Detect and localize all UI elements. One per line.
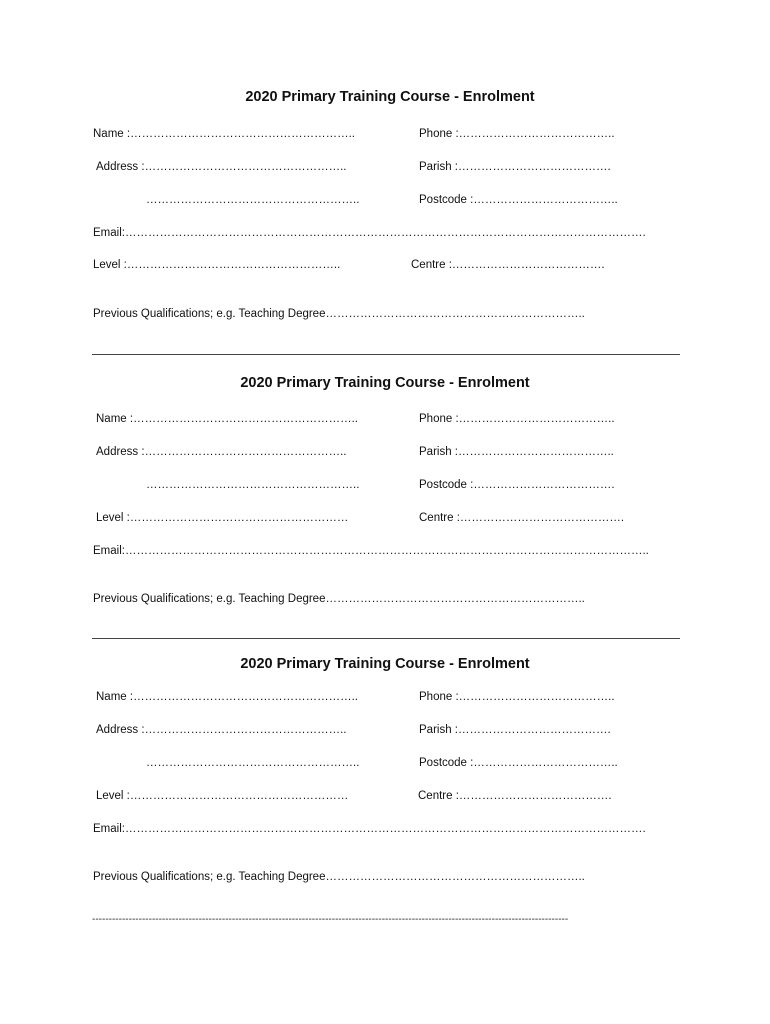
form-title: 2020 Primary Training Course - Enrolment	[240, 375, 530, 391]
form-title: 2020 Primary Training Course - Enrolment	[240, 656, 530, 672]
phone-field[interactable]: Phone :…………………………………..	[419, 128, 615, 140]
postcode-field[interactable]: Postcode :………………………………..	[419, 194, 618, 206]
name-field[interactable]: Name :…………………………………………………..	[96, 691, 358, 703]
qualifications-field[interactable]: Previous Qualifications; e.g. Teaching Degree…………………………………………………………..	[93, 593, 585, 605]
address-line-2-field[interactable]: ………………………………………………..	[146, 479, 360, 491]
postcode-field[interactable]: Postcode :……………………………….	[419, 479, 615, 491]
address-field[interactable]: Address :……………………………………………..	[96, 446, 347, 458]
level-field[interactable]: Level :…………………………………………………	[96, 790, 349, 802]
centre-field[interactable]: Centre :…………………………………….	[419, 512, 625, 524]
postcode-field[interactable]: Postcode :………………………………..	[419, 757, 618, 769]
email-field[interactable]: Email:………………………………………………………………………………………………………………………..	[93, 545, 649, 557]
form-title: 2020 Primary Training Course - Enrolment	[245, 89, 535, 105]
address-field[interactable]: Address :……………………………………………..	[96, 724, 347, 736]
phone-field[interactable]: Phone :…………………………………..	[419, 413, 615, 425]
parish-field[interactable]: Parish :………………………………….	[419, 724, 611, 736]
email-field[interactable]: Email:……………………………………………………………………………………………………………………….	[93, 823, 646, 835]
address-line-2-field[interactable]: ………………………………………………..	[146, 194, 360, 206]
name-field[interactable]: Name :…………………………………………………..	[96, 413, 358, 425]
level-field[interactable]: Level :………………………………………………..	[93, 259, 341, 271]
parish-field[interactable]: Parish :…………………………………..	[419, 446, 614, 458]
centre-field[interactable]: Centre :………………………………….	[418, 790, 612, 802]
centre-field[interactable]: Centre :………………………………….	[411, 259, 605, 271]
phone-field[interactable]: Phone :…………………………………..	[419, 691, 615, 703]
address-line-2-field[interactable]: ………………………………………………..	[146, 757, 360, 769]
section-divider	[92, 638, 680, 639]
cut-line: -----------------------------------------------------------------------------------------------------------------------------------------------	[92, 914, 569, 925]
qualifications-field[interactable]: Previous Qualifications; e.g. Teaching Degree…………………………………………………………..	[93, 871, 585, 883]
level-field[interactable]: Level :…………………………………………………	[96, 512, 349, 524]
section-divider	[92, 354, 680, 355]
name-field[interactable]: Name :…………………………………………………..	[93, 128, 355, 140]
email-field[interactable]: Email:……………………………………………………………………………………………………………………….	[93, 227, 646, 239]
qualifications-field[interactable]: Previous Qualifications; e.g. Teaching Degree…………………………………………………………..	[93, 308, 585, 320]
address-field[interactable]: Address :……………………………………………..	[96, 161, 347, 173]
parish-field[interactable]: Parish :………………………………….	[419, 161, 611, 173]
